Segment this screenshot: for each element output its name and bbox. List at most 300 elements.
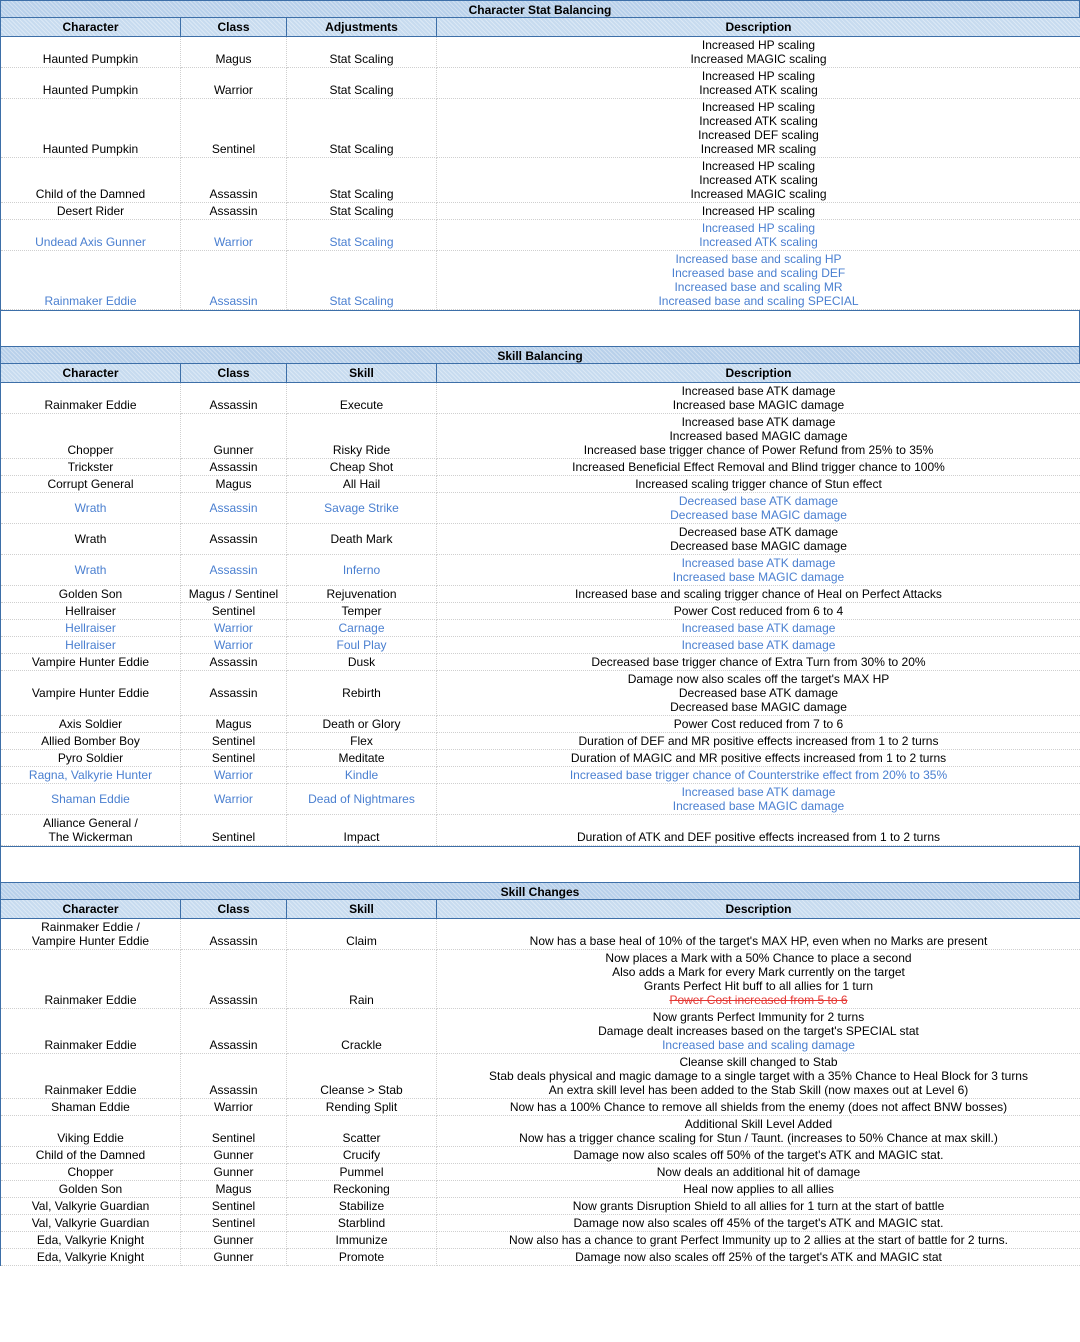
class-cell[interactable]: Assassin <box>181 919 287 950</box>
description-line: Increased base ATK damage <box>681 556 836 570</box>
header-row <box>1 900 1080 919</box>
character-cell[interactable] <box>1 1164 181 1181</box>
description-line: Decreased base MAGIC damage <box>670 539 847 553</box>
description-line: Additional Skill Level Added <box>684 1117 833 1131</box>
description-line: Also adds a Mark for every Mark currently on the target <box>612 965 905 979</box>
description-line: Increased base MAGIC damage <box>672 398 845 412</box>
description-line: Duration of ATK and DEF positive effects increased from 1 to 2 turns <box>576 830 941 844</box>
character-cell[interactable] <box>1 767 181 784</box>
character-cell[interactable] <box>1 716 181 733</box>
description-line: Increased MAGIC scaling <box>690 52 827 66</box>
description-cell[interactable] <box>437 767 1080 784</box>
description-cell[interactable] <box>437 586 1080 603</box>
character-name: Vampire Hunter Eddie <box>31 686 150 700</box>
table-row[interactable] <box>1 251 1080 310</box>
description-line: Increased HP scaling <box>701 159 816 173</box>
character-cell[interactable] <box>1 1116 181 1147</box>
description-cell[interactable] <box>437 476 1080 493</box>
table-row[interactable] <box>1 99 1080 158</box>
skill-cell[interactable]: Rain <box>287 950 437 1009</box>
skill-cell[interactable]: Foul Play <box>287 637 437 654</box>
skill-cell[interactable]: All Hail <box>287 476 437 493</box>
character-name: Golden Son <box>58 587 123 601</box>
character-name: Vampire Hunter Eddie <box>31 934 150 948</box>
table-row[interactable] <box>1 1232 1080 1249</box>
column-header[interactable]: Description <box>437 364 1080 383</box>
skill-cell[interactable]: Reckoning <box>287 1181 437 1198</box>
description-line: Increased ATK scaling <box>699 114 818 128</box>
description-cell[interactable] <box>437 1198 1080 1215</box>
character-name: Child of the Damned <box>35 1148 146 1162</box>
character-cell[interactable] <box>1 493 181 524</box>
table-row[interactable] <box>1 950 1080 1009</box>
description-cell[interactable] <box>437 1215 1080 1232</box>
skill-cell[interactable]: Crackle <box>287 1009 437 1054</box>
character-cell[interactable] <box>1 1054 181 1099</box>
character-cell[interactable] <box>1 1249 181 1266</box>
description-cell[interactable] <box>437 220 1080 251</box>
column-header[interactable]: Description <box>437 900 1080 919</box>
character-cell[interactable] <box>1 1181 181 1198</box>
description-cell[interactable] <box>437 637 1080 654</box>
section-2 <box>0 882 1080 1266</box>
class-cell[interactable]: Magus <box>181 1181 287 1198</box>
column-header[interactable]: Character <box>1 900 181 919</box>
description-cell[interactable] <box>437 1116 1080 1147</box>
skill-cell[interactable]: Crucify <box>287 1147 437 1164</box>
description-line: Now has a base heal of 10% of the target's MAX HP, even when no Marks are present <box>529 934 988 948</box>
description-cell[interactable] <box>437 919 1080 950</box>
character-name: Wrath <box>74 532 107 546</box>
character-cell[interactable] <box>1 654 181 671</box>
empty-row-spacer <box>0 846 1080 882</box>
description-cell[interactable] <box>437 1099 1080 1116</box>
character-cell[interactable] <box>1 555 181 586</box>
table-row[interactable] <box>1 555 1080 586</box>
table-row[interactable] <box>1 414 1080 459</box>
class-cell[interactable]: Warrior <box>181 637 287 654</box>
description-line: Increased ATK scaling <box>699 235 818 249</box>
description-line: Increased base ATK damage <box>681 621 836 635</box>
description-line: Power Cost reduced from 7 to 6 <box>673 717 844 731</box>
character-name: Rainmaker Eddie <box>44 1083 137 1097</box>
skill-cell[interactable]: Cleanse > Stab <box>287 1054 437 1099</box>
description-line: Increased base MAGIC damage <box>672 570 845 584</box>
column-header[interactable]: Class <box>181 900 287 919</box>
description-cell[interactable] <box>437 37 1080 68</box>
table-row[interactable] <box>1 671 1080 716</box>
class-cell[interactable]: Assassin <box>181 654 287 671</box>
table-row[interactable] <box>1 716 1080 733</box>
character-name: The Wickerman <box>48 830 133 844</box>
description-cell[interactable] <box>437 620 1080 637</box>
character-name: Rainmaker Eddie / <box>41 920 140 934</box>
class-cell[interactable]: Assassin <box>181 158 287 203</box>
character-cell[interactable] <box>1 1232 181 1249</box>
character-cell[interactable] <box>1 524 181 555</box>
description-line: Increased base MAGIC damage <box>672 799 845 813</box>
table-row[interactable] <box>1 220 1080 251</box>
character-name: Alliance General / <box>43 816 138 830</box>
description-line: Increased base trigger chance of Counterstrike effect from 20% to 35% <box>569 768 948 782</box>
class-cell[interactable]: Sentinel <box>181 1116 287 1147</box>
description-line: Damage now also scales off 45% of the target's ATK and MAGIC stat. <box>573 1216 944 1230</box>
description-line: Increased MAGIC scaling <box>690 187 827 201</box>
character-name: Shaman Eddie <box>51 1100 130 1114</box>
class-cell[interactable]: Assassin <box>181 459 287 476</box>
description-cell[interactable] <box>437 733 1080 750</box>
class-cell[interactable]: Gunner <box>181 1147 287 1164</box>
character-name: Haunted Pumpkin <box>42 142 139 156</box>
description-line: Cleanse skill changed to Stab <box>679 1055 838 1069</box>
description-line: Increased based MAGIC damage <box>669 429 848 443</box>
class-cell[interactable]: Gunner <box>181 1164 287 1181</box>
description-line: Damage now also scales off 50% of the target's ATK and MAGIC stat. <box>573 1148 944 1162</box>
table-row[interactable] <box>1 603 1080 620</box>
column-header[interactable]: Adjustments <box>287 18 437 37</box>
table-row[interactable] <box>1 1099 1080 1116</box>
skill-cell[interactable]: Temper <box>287 603 437 620</box>
table-row[interactable] <box>1 37 1080 68</box>
description-cell[interactable] <box>437 383 1080 414</box>
table-row[interactable] <box>1 1054 1080 1099</box>
table-row[interactable] <box>1 637 1080 654</box>
adjustment-cell[interactable]: Stat Scaling <box>287 158 437 203</box>
description-cell[interactable] <box>437 493 1080 524</box>
description-line: Now also has a chance to grant Perfect Immunity up to 2 allies at the start of battle for 2 turns. <box>509 1233 1008 1247</box>
description-line: Increased scaling trigger chance of Stun effect <box>635 477 882 491</box>
character-cell[interactable] <box>1 784 181 815</box>
class-cell[interactable]: Assassin <box>181 203 287 220</box>
description-cell[interactable] <box>437 815 1080 846</box>
skill-cell[interactable]: Flex <box>287 733 437 750</box>
class-cell[interactable]: Sentinel <box>181 1215 287 1232</box>
description-line: Increased base and scaling DEF <box>671 266 846 280</box>
description-line: An extra skill level has been added to the Stab Skill (now maxes out at Level 6) <box>548 1083 969 1097</box>
character-cell[interactable] <box>1 1198 181 1215</box>
skill-cell[interactable]: Death Mark <box>287 524 437 555</box>
description-line: Increased HP scaling <box>701 38 816 52</box>
character-cell[interactable] <box>1 586 181 603</box>
skill-cell[interactable]: Starblind <box>287 1215 437 1232</box>
character-cell[interactable] <box>1 919 181 950</box>
class-cell[interactable]: Warrior <box>181 1099 287 1116</box>
description-cell[interactable] <box>437 251 1080 310</box>
description-cell[interactable] <box>437 1232 1080 1249</box>
description-line: Damage dealt increases based on the target's SPECIAL stat <box>598 1024 919 1038</box>
character-cell[interactable] <box>1 99 181 158</box>
skill-cell[interactable]: Dead of Nightmares <box>287 784 437 815</box>
skill-cell[interactable]: Impact <box>287 815 437 846</box>
character-cell[interactable] <box>1 1009 181 1054</box>
table-row[interactable] <box>1 158 1080 203</box>
description-line: Now has a 100% Chance to remove all shields from the enemy (does not affect BNW bosses) <box>509 1100 1008 1114</box>
character-name: Corrupt General <box>47 477 134 491</box>
description-cell[interactable] <box>437 603 1080 620</box>
adjustment-cell[interactable]: Stat Scaling <box>287 203 437 220</box>
table-row[interactable] <box>1 476 1080 493</box>
skill-cell[interactable]: Savage Strike <box>287 493 437 524</box>
description-cell[interactable] <box>437 203 1080 220</box>
character-cell[interactable] <box>1 459 181 476</box>
skill-cell[interactable]: Dusk <box>287 654 437 671</box>
description-line: Increased base and scaling HP <box>675 252 842 266</box>
skill-cell[interactable]: Rejuvenation <box>287 586 437 603</box>
character-cell[interactable] <box>1 950 181 1009</box>
description-cell[interactable] <box>437 1009 1080 1054</box>
column-header[interactable]: Character <box>1 364 181 383</box>
class-cell[interactable]: Assassin <box>181 671 287 716</box>
column-header[interactable]: Description <box>437 18 1080 37</box>
skill-cell[interactable]: Rebirth <box>287 671 437 716</box>
character-cell[interactable] <box>1 158 181 203</box>
character-name: Eda, Valkyrie Knight <box>36 1233 145 1247</box>
character-cell[interactable] <box>1 671 181 716</box>
class-cell[interactable]: Gunner <box>181 1232 287 1249</box>
class-cell[interactable]: Sentinel <box>181 750 287 767</box>
description-line: Increased base ATK damage <box>681 415 836 429</box>
character-cell[interactable] <box>1 203 181 220</box>
class-cell[interactable]: Sentinel <box>181 733 287 750</box>
table-row[interactable] <box>1 1147 1080 1164</box>
table-row[interactable] <box>1 919 1080 950</box>
description-line: Now places a Mark with a 50% Chance to place a second <box>605 951 912 965</box>
table-row[interactable] <box>1 750 1080 767</box>
adjustment-cell[interactable]: Stat Scaling <box>287 220 437 251</box>
character-cell[interactable] <box>1 733 181 750</box>
column-header[interactable]: Skill <box>287 364 437 383</box>
description-line: Increased ATK scaling <box>699 173 818 187</box>
character-cell[interactable] <box>1 1215 181 1232</box>
table-row[interactable] <box>1 493 1080 524</box>
character-name: Wrath <box>74 501 107 515</box>
skill-cell[interactable]: Inferno <box>287 555 437 586</box>
column-header[interactable]: Skill <box>287 900 437 919</box>
character-name: Hellraiser <box>65 638 116 652</box>
table-row[interactable] <box>1 586 1080 603</box>
class-cell[interactable]: Sentinel <box>181 99 287 158</box>
description-line: Increased HP scaling <box>701 100 816 114</box>
description-line: Decreased base trigger chance of Extra Turn from 30% to 20% <box>591 655 926 669</box>
class-cell[interactable]: Warrior <box>181 620 287 637</box>
character-name: Axis Soldier <box>58 717 123 731</box>
table-row[interactable] <box>1 620 1080 637</box>
description-line: Increased ATK scaling <box>699 83 818 97</box>
class-cell[interactable]: Magus <box>181 37 287 68</box>
description-line: Increased HP scaling <box>701 221 816 235</box>
description-cell[interactable] <box>437 99 1080 158</box>
class-cell[interactable]: Warrior <box>181 767 287 784</box>
character-name: Trickster <box>67 460 114 474</box>
column-header[interactable]: Character <box>1 18 181 37</box>
character-cell[interactable] <box>1 251 181 310</box>
description-cell[interactable] <box>437 671 1080 716</box>
table-row[interactable] <box>1 383 1080 414</box>
class-cell[interactable]: Magus <box>181 476 287 493</box>
description-line: Decreased base ATK damage <box>678 525 839 539</box>
column-header[interactable]: Class <box>181 18 287 37</box>
character-name: Rainmaker Eddie <box>44 993 137 1007</box>
adjustment-cell[interactable]: Stat Scaling <box>287 251 437 310</box>
skill-cell[interactable]: Kindle <box>287 767 437 784</box>
table-row[interactable] <box>1 524 1080 555</box>
description-line: Now grants Perfect Immunity for 2 turns <box>652 1010 865 1024</box>
section-title: Skill Changes <box>0 882 1080 900</box>
description-line: Now grants Disruption Shield to all allies for 1 turn at the start of battle <box>572 1199 945 1213</box>
class-cell[interactable]: Magus <box>181 716 287 733</box>
section-0 <box>0 0 1080 310</box>
character-name: Rainmaker Eddie <box>44 398 137 412</box>
class-cell[interactable]: Sentinel <box>181 1198 287 1215</box>
skill-cell[interactable]: Pummel <box>287 1164 437 1181</box>
description-cell[interactable] <box>437 459 1080 476</box>
class-cell[interactable]: Assassin <box>181 950 287 1009</box>
description-cell[interactable] <box>437 716 1080 733</box>
character-name: Desert Rider <box>56 204 125 218</box>
description-line: Increased base and scaling damage <box>662 1038 855 1052</box>
description-line: Increased base trigger chance of Power Refund from 25% to 35% <box>583 443 934 457</box>
skill-cell[interactable]: Death or Glory <box>287 716 437 733</box>
skill-cell[interactable]: Promote <box>287 1249 437 1266</box>
character-name: Rainmaker Eddie <box>44 294 137 308</box>
description-line: Now has a trigger chance scaling for Stun / Taunt. (increases to 50% Chance at max skill.) <box>519 1131 998 1145</box>
description-cell[interactable] <box>437 1249 1080 1266</box>
description-line: Stab deals physical and magic damage to a single target with a 35% Chance to Heal Block for 3 turns <box>489 1069 1028 1083</box>
class-cell[interactable]: Assassin <box>181 555 287 586</box>
character-cell[interactable] <box>1 1147 181 1164</box>
data-table <box>0 364 1080 846</box>
character-name: Golden Son <box>58 1182 123 1196</box>
class-cell[interactable]: Assassin <box>181 524 287 555</box>
description-line: Increased DEF scaling <box>698 128 819 142</box>
description-cell[interactable] <box>437 654 1080 671</box>
column-header[interactable]: Class <box>181 364 287 383</box>
skill-cell[interactable]: Scatter <box>287 1116 437 1147</box>
table-row[interactable] <box>1 203 1080 220</box>
class-cell[interactable]: Warrior <box>181 68 287 99</box>
character-name: Val, Valkyrie Guardian <box>31 1216 150 1230</box>
character-cell[interactable] <box>1 1099 181 1116</box>
table-row[interactable] <box>1 1249 1080 1266</box>
description-cell[interactable] <box>437 414 1080 459</box>
character-cell[interactable] <box>1 37 181 68</box>
table-row[interactable] <box>1 1198 1080 1215</box>
skill-cell[interactable]: Meditate <box>287 750 437 767</box>
description-line: Now deals an additional hit of damage <box>656 1165 861 1179</box>
description-cell[interactable] <box>437 950 1080 1009</box>
description-cell[interactable] <box>437 158 1080 203</box>
skill-cell[interactable]: Cheap Shot <box>287 459 437 476</box>
character-name: Haunted Pumpkin <box>42 83 139 97</box>
table-row[interactable] <box>1 654 1080 671</box>
character-cell[interactable] <box>1 603 181 620</box>
character-cell[interactable] <box>1 620 181 637</box>
character-name: Rainmaker Eddie <box>44 1038 137 1052</box>
description-cell[interactable] <box>437 784 1080 815</box>
character-cell[interactable] <box>1 637 181 654</box>
class-cell[interactable]: Gunner <box>181 414 287 459</box>
character-cell[interactable] <box>1 815 181 846</box>
adjustment-cell[interactable]: Stat Scaling <box>287 37 437 68</box>
class-cell[interactable]: Warrior <box>181 784 287 815</box>
adjustment-cell[interactable]: Stat Scaling <box>287 68 437 99</box>
character-name: Hellraiser <box>65 621 116 635</box>
skill-cell[interactable]: Immunize <box>287 1232 437 1249</box>
class-cell[interactable]: Magus / Sentinel <box>181 586 287 603</box>
class-cell[interactable]: Gunner <box>181 1249 287 1266</box>
description-line: Increased base and scaling SPECIAL <box>658 294 859 308</box>
description-cell[interactable] <box>437 524 1080 555</box>
description-line: Decreased base MAGIC damage <box>670 700 847 714</box>
description-cell[interactable] <box>437 1147 1080 1164</box>
description-line: Duration of MAGIC and MR positive effects increased from 1 to 2 turns <box>570 751 947 765</box>
table-row[interactable] <box>1 733 1080 750</box>
header-row <box>1 18 1080 37</box>
skill-cell[interactable]: Claim <box>287 919 437 950</box>
skill-cell[interactable]: Execute <box>287 383 437 414</box>
character-name: Wrath <box>74 563 107 577</box>
class-cell[interactable]: Sentinel <box>181 603 287 620</box>
header-row <box>1 364 1080 383</box>
character-cell[interactable] <box>1 68 181 99</box>
skill-cell[interactable]: Rending Split <box>287 1099 437 1116</box>
character-name: Chopper <box>67 443 114 457</box>
description-cell[interactable] <box>437 68 1080 99</box>
description-line: Increased base ATK damage <box>681 638 836 652</box>
character-name: Val, Valkyrie Guardian <box>31 1199 150 1213</box>
class-cell[interactable]: Assassin <box>181 251 287 310</box>
skill-cell[interactable]: Risky Ride <box>287 414 437 459</box>
description-line: Power Cost reduced from 6 to 4 <box>673 604 844 618</box>
description-cell[interactable] <box>437 1164 1080 1181</box>
character-cell[interactable] <box>1 383 181 414</box>
class-cell[interactable]: Assassin <box>181 1009 287 1054</box>
class-cell[interactable]: Assassin <box>181 383 287 414</box>
character-name: Undead Axis Gunner <box>35 235 146 249</box>
class-cell[interactable]: Assassin <box>181 1054 287 1099</box>
character-cell[interactable] <box>1 414 181 459</box>
table-row[interactable] <box>1 784 1080 815</box>
class-cell[interactable]: Sentinel <box>181 815 287 846</box>
description-cell[interactable] <box>437 750 1080 767</box>
character-cell[interactable] <box>1 750 181 767</box>
description-cell[interactable] <box>437 555 1080 586</box>
description-cell[interactable] <box>437 1054 1080 1099</box>
table-row[interactable] <box>1 1116 1080 1147</box>
table-row[interactable] <box>1 767 1080 784</box>
empty-row-spacer <box>0 310 1080 346</box>
character-name: Eda, Valkyrie Knight <box>36 1250 145 1264</box>
class-cell[interactable]: Assassin <box>181 493 287 524</box>
table-row[interactable] <box>1 1181 1080 1198</box>
table-row[interactable] <box>1 1164 1080 1181</box>
skill-cell[interactable]: Carnage <box>287 620 437 637</box>
table-row[interactable] <box>1 815 1080 846</box>
table-row[interactable] <box>1 1215 1080 1232</box>
description-line: Increased base and scaling trigger chance of Heal on Perfect Attacks <box>575 587 942 601</box>
character-cell[interactable] <box>1 476 181 493</box>
class-cell[interactable]: Warrior <box>181 220 287 251</box>
character-name: Pyro Soldier <box>57 751 124 765</box>
description-line: Damage now also scales off the target's MAX HP <box>627 672 890 686</box>
description-cell[interactable] <box>437 1181 1080 1198</box>
adjustment-cell[interactable]: Stat Scaling <box>287 99 437 158</box>
table-row[interactable] <box>1 68 1080 99</box>
table-row[interactable] <box>1 1009 1080 1054</box>
table-row[interactable] <box>1 459 1080 476</box>
skill-cell[interactable]: Stabilize <box>287 1198 437 1215</box>
character-cell[interactable] <box>1 220 181 251</box>
